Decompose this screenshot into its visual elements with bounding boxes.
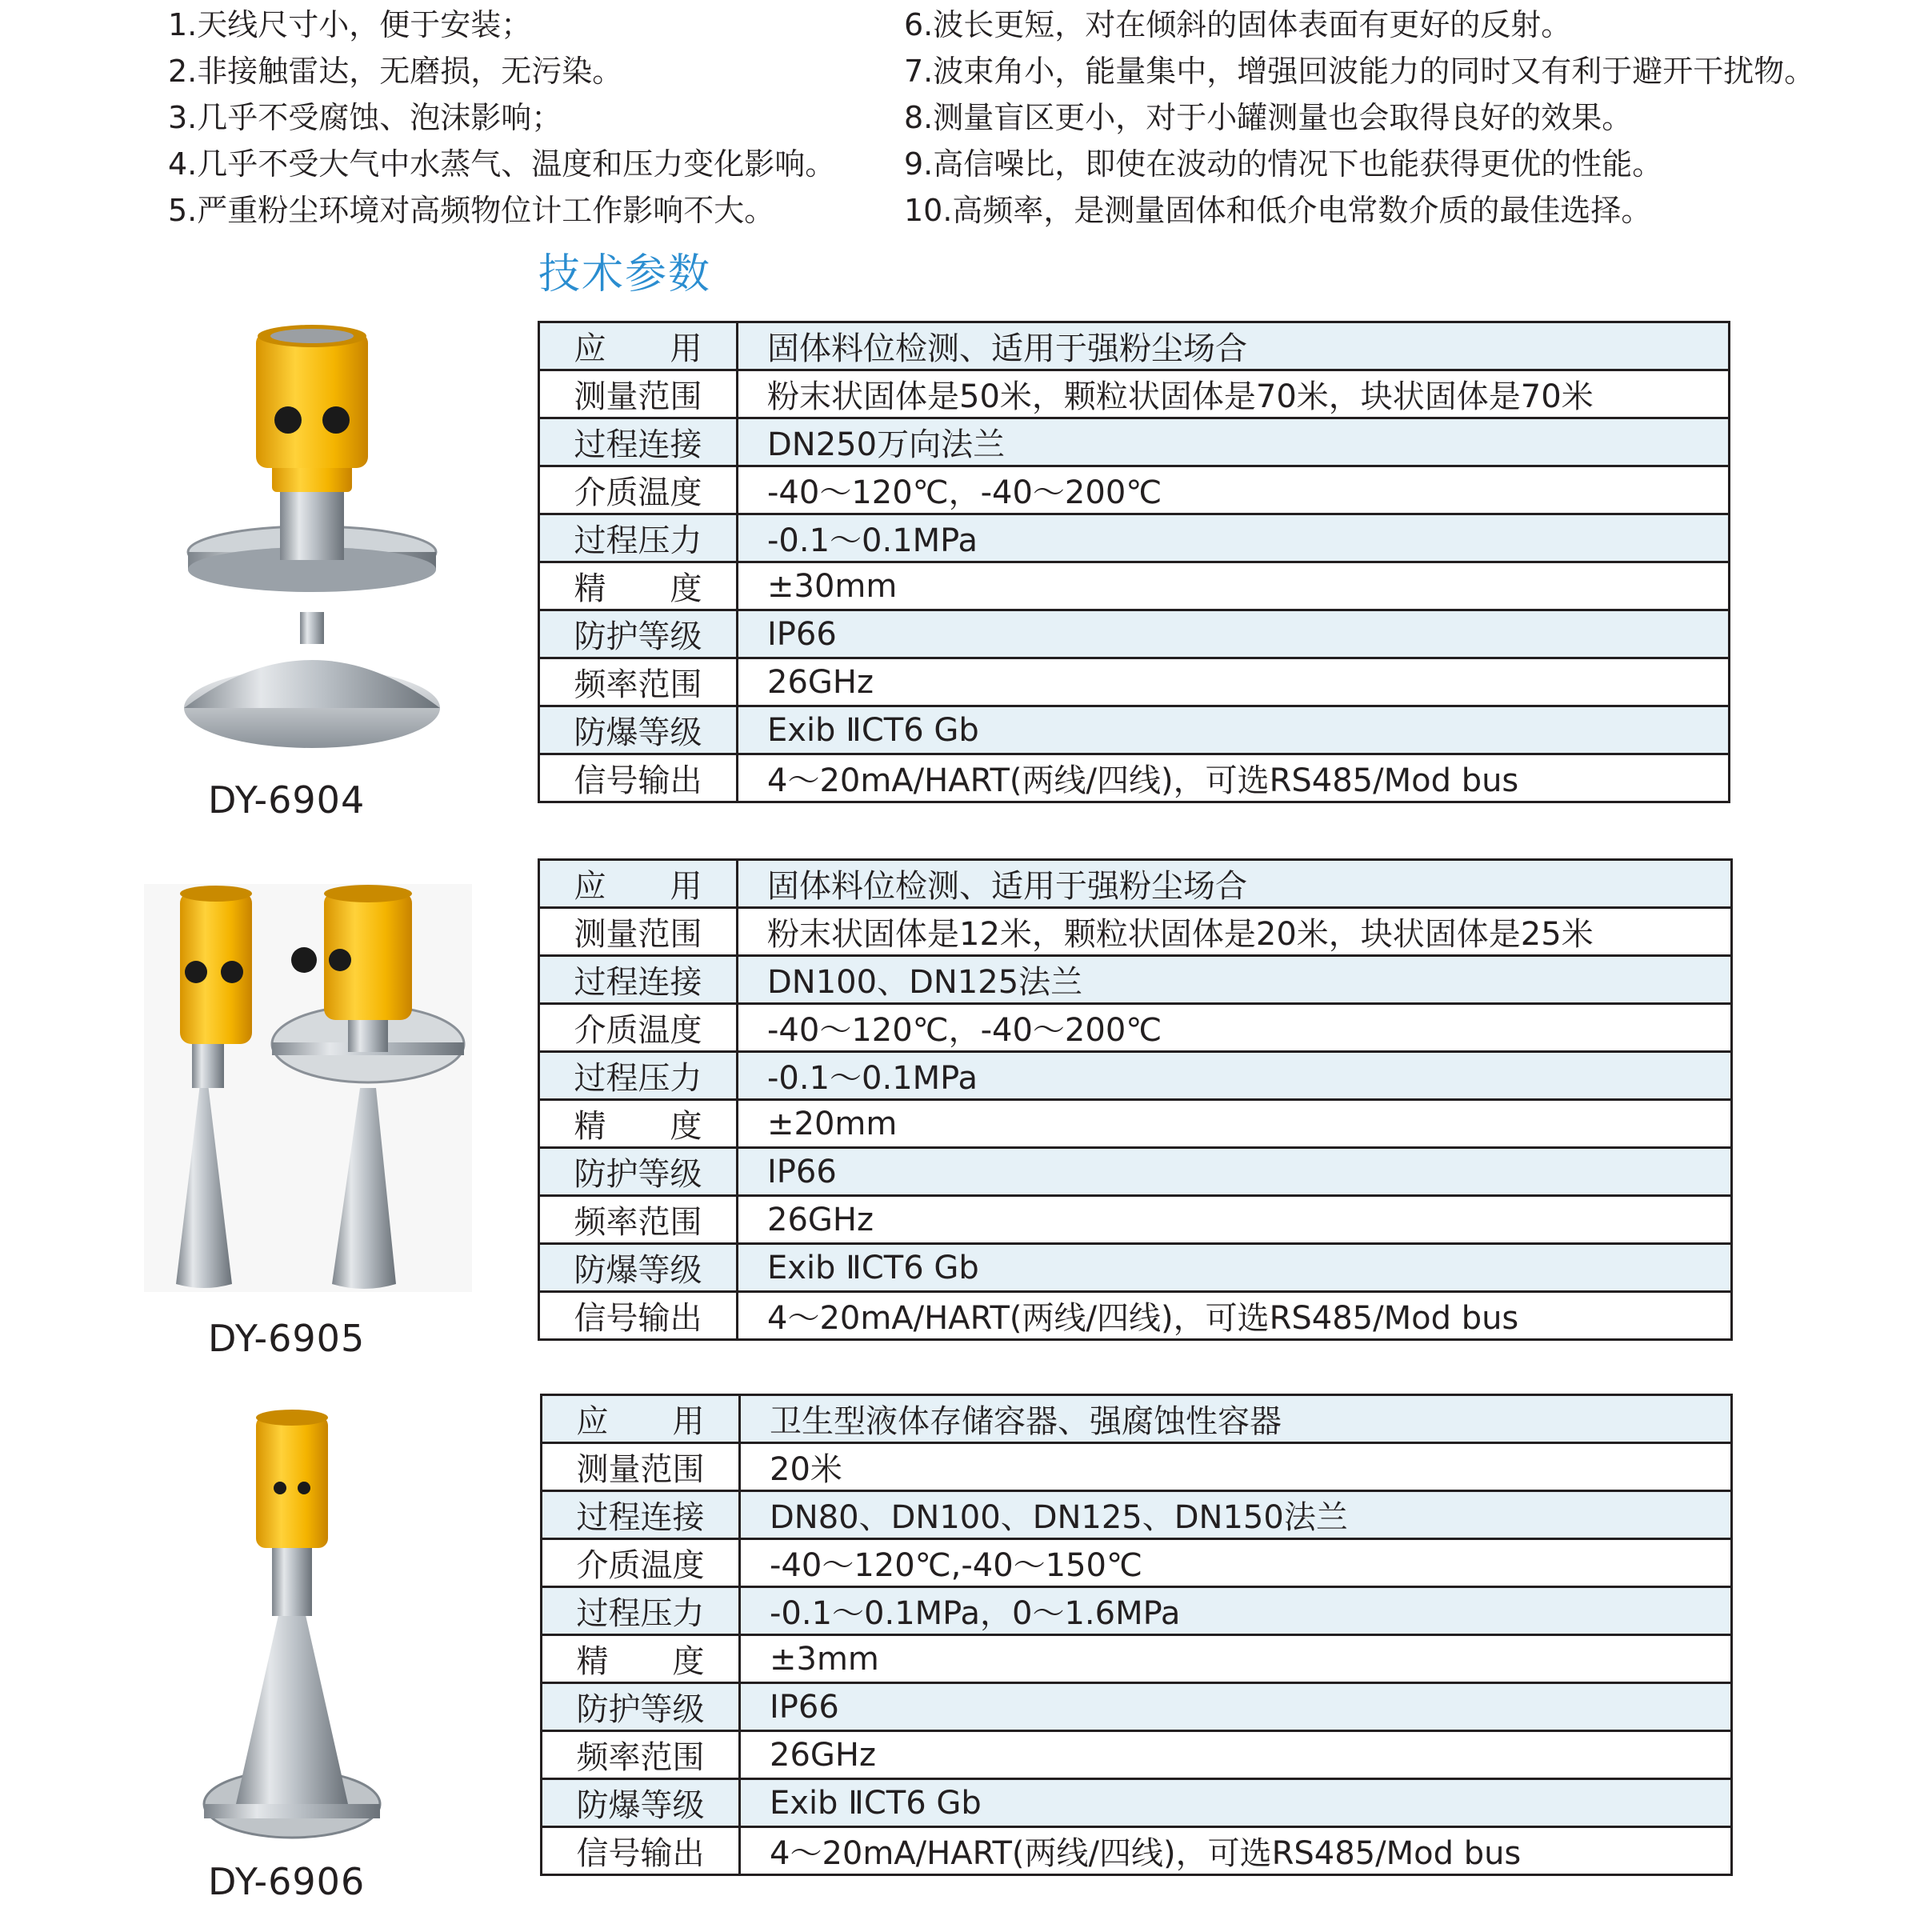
spec-value: ±30mm [738,562,1730,610]
product-image-dy-6905 [144,884,472,1292]
spec-label: 介质温度 [539,1004,738,1052]
spec-row-protection [542,1683,1732,1731]
spec-table-dy-6906 [540,1394,1733,1876]
spec-value: -40～120℃,-40～150℃ [740,1539,1732,1587]
spec-value: IP66 [738,1148,1732,1196]
spec-label: 过程压力 [539,1052,738,1100]
spec-value: -40～120℃，-40～200℃ [738,1004,1732,1052]
feature-item: 10.高频率，是测量固体和低介电常数介质的最佳选择。 [904,193,1652,228]
features-right [904,2,1814,234]
spec-row-connection [539,418,1730,466]
feature-item: 8.测量盲区更小，对于小罐测量也会取得良好的效果。 [904,100,1633,135]
spec-label: 防护等级 [539,610,738,658]
spec-row-signal [539,754,1730,802]
spec-row-application [539,860,1732,908]
spec-row-signal [542,1827,1732,1875]
spec-table-dy-6905 [538,858,1733,1341]
spec-label: 信号输出 [539,754,738,802]
feature-item: 6.波长更短，对在倾斜的固体表面有更好的反射。 [904,7,1572,42]
spec-value: DN80、DN100、DN125、DN150法兰 [740,1491,1732,1539]
model-label: DY-6904 [208,778,366,822]
spec-value: Exib ⅡCT6 Gb [740,1779,1732,1827]
feature-item: 4.几乎不受大气中水蒸气、温度和压力变化影响。 [168,146,836,182]
spec-row-frequency [539,658,1730,706]
spec-row-pressure [542,1587,1732,1635]
feature-item: 7.波束角小，能量集中，增强回波能力的同时又有利于避开干扰物。 [904,54,1815,89]
spec-label: 应 用 [539,322,738,370]
spec-value: IP66 [740,1683,1732,1731]
spec-row-application [542,1395,1732,1443]
spec-value: IP66 [738,610,1730,658]
feature-item: 2.非接触雷达，无磨损，无污染。 [168,54,623,89]
spec-label: 过程连接 [539,418,738,466]
spec-row-connection [539,956,1732,1004]
spec-row-explosion [539,706,1730,754]
spec-value: 4～20mA/HART(两线/四线)，可选RS485/Mod bus [738,754,1730,802]
spec-label: 防爆等级 [542,1779,740,1827]
spec-row-signal [539,1292,1732,1340]
spec-value: 26GHz [740,1731,1732,1779]
spec-value: 固体料位检测、适用于强粉尘场合 [738,322,1730,370]
spec-label: 应 用 [539,860,738,908]
spec-label: 频率范围 [542,1731,740,1779]
spec-value: ±20mm [738,1100,1732,1148]
spec-row-accuracy [539,562,1730,610]
spec-label: 频率范围 [539,658,738,706]
spec-label: 精 度 [542,1635,740,1683]
spec-row-accuracy [539,1100,1732,1148]
spec-label: 测量范围 [542,1443,740,1491]
spec-label: 过程压力 [539,514,738,562]
spec-label: 过程连接 [539,956,738,1004]
spec-value: -40～120℃，-40～200℃ [738,466,1730,514]
feature-item: 9.高信噪比，即使在波动的情况下也能获得更优的性能。 [904,146,1663,182]
spec-value: DN100、DN125法兰 [738,956,1732,1004]
spec-row-frequency [539,1196,1732,1244]
spec-row-temperature [539,1004,1732,1052]
spec-label: 测量范围 [539,908,738,956]
spec-label: 精 度 [539,1100,738,1148]
spec-row-connection [542,1491,1732,1539]
model-label: DY-6905 [208,1317,366,1360]
spec-row-explosion [542,1779,1732,1827]
spec-value: DN250万向法兰 [738,418,1730,466]
spec-value: Exib ⅡCT6 Gb [738,1244,1732,1292]
spec-row-temperature [539,466,1730,514]
spec-label: 防爆等级 [539,1244,738,1292]
feature-item: 5.严重粉尘环境对高频物位计工作影响不大。 [168,193,775,228]
spec-value: 26GHz [738,1196,1732,1244]
spec-value: 粉末状固体是12米，颗粒状固体是20米，块状固体是25米 [738,908,1732,956]
spec-value: 4～20mA/HART(两线/四线)，可选RS485/Mod bus [740,1827,1732,1875]
spec-label: 过程连接 [542,1491,740,1539]
spec-value: 4～20mA/HART(两线/四线)，可选RS485/Mod bus [738,1292,1732,1340]
spec-label: 介质温度 [542,1539,740,1587]
spec-value: 26GHz [738,658,1730,706]
spec-label: 测量范围 [539,370,738,418]
spec-label: 信号输出 [542,1827,740,1875]
spec-value: -0.1～0.1MPa [738,514,1730,562]
features-left [168,2,835,234]
spec-row-pressure [539,1052,1732,1100]
spec-label: 信号输出 [539,1292,738,1340]
spec-label: 过程压力 [542,1587,740,1635]
spec-value: 粉末状固体是50米，颗粒状固体是70米，块状固体是70米 [738,370,1730,418]
spec-row-range [542,1443,1732,1491]
spec-value: Exib ⅡCT6 Gb [738,706,1730,754]
feature-item: 3.几乎不受腐蚀、泡沫影响； [168,100,562,135]
spec-label: 防护等级 [542,1683,740,1731]
spec-value: 固体料位检测、适用于强粉尘场合 [738,860,1732,908]
spec-label: 防爆等级 [539,706,738,754]
spec-label: 频率范围 [539,1196,738,1244]
spec-label: 精 度 [539,562,738,610]
spec-value: -0.1～0.1MPa，0～1.6MPa [740,1587,1732,1635]
spec-row-pressure [539,514,1730,562]
spec-row-protection [539,610,1730,658]
spec-row-temperature [542,1539,1732,1587]
spec-row-range [539,908,1732,956]
spec-value: 20米 [740,1443,1732,1491]
spec-row-frequency [542,1731,1732,1779]
spec-heading: 技术参数 [538,250,712,298]
product-image-dy-6906 [200,1408,384,1856]
spec-row-explosion [539,1244,1732,1292]
spec-row-range [539,370,1730,418]
spec-row-application [539,322,1730,370]
spec-value: 卫生型液体存储容器、强腐蚀性容器 [740,1395,1732,1443]
spec-row-protection [539,1148,1732,1196]
spec-label: 介质温度 [539,466,738,514]
feature-item: 1.天线尺寸小，便于安装； [168,7,532,42]
spec-label: 应 用 [542,1395,740,1443]
spec-row-accuracy [542,1635,1732,1683]
spec-table-dy-6904 [538,321,1730,803]
spec-label: 防护等级 [539,1148,738,1196]
spec-value: -0.1～0.1MPa [738,1052,1732,1100]
product-image-dy-6904 [180,324,444,764]
spec-value: ±3mm [740,1635,1732,1683]
model-label: DY-6906 [208,1860,366,1903]
